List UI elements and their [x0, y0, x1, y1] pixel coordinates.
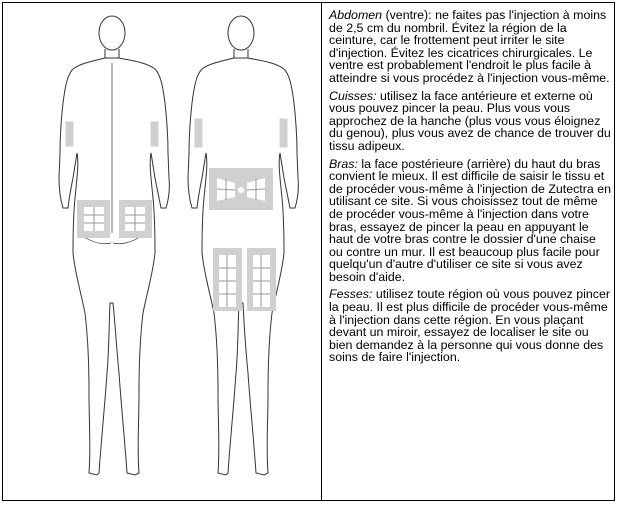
- buttock-zone-left: [77, 200, 110, 238]
- front-right-arm-zone: [279, 118, 288, 148]
- front-figure: [188, 16, 298, 475]
- abdomen-zone: [209, 168, 273, 210]
- site-name: Cuisses:: [329, 88, 377, 103]
- body-illustration: [3, 3, 321, 500]
- site-name: Abdomen: [329, 8, 383, 22]
- site-name: Fesses:: [329, 287, 373, 302]
- thighs-paragraph: [329, 90, 613, 153]
- instructions-column: [329, 9, 613, 369]
- buttock-zone-right: [119, 200, 152, 238]
- abdomen-paragraph: [329, 9, 613, 85]
- site-description: la face postérieure (arrière) du haut du bras convient le mieux. Il est difficile de saisir le tissu et de procéder vous-même à l'injection de Zutectra en utilisant ce site. Si vous choisissez tout de même de procéder vous-même à l'injection dans votre bras, essayez de pincer la peau en appuyant le haut de votre bras contre le dossier d'une chaise ou contre un mur. Il est beaucoup plus facile pour quelqu'un d'autre d'utiliser ce site si vous avez besoin d'aide.: [329, 156, 611, 284]
- right-arm-zone: [150, 121, 159, 147]
- back-figure: [59, 16, 169, 475]
- left-arm-zone: [65, 121, 74, 147]
- site-description: (ventre): ne faites pas l'injection à moins de 2,5 cm du nombril. Évitez la région de la ceinture, car le frottement peut irriter le site d'injection. Évitez les cicatrices chirurgicales. Le ventre est probablement l'endroit le plus facile à atteindre si vous procédez à l'injection vous-même.: [329, 8, 610, 85]
- thigh-zone-right: [247, 248, 276, 311]
- site-name: Bras:: [329, 156, 358, 171]
- buttocks-paragraph: [329, 288, 613, 364]
- column-divider: [321, 3, 322, 500]
- site-description: utilisez toute région où vous pouvez pincer la peau. Il est plus difficile de procéder vous-même à l'injection dans cette région. En vous plaçant devant un miroir, essayez de localiser le site ou bien demandez à la personne qui vous donne des soins de faire l'injection.: [329, 287, 611, 365]
- site-description: utilisez la face antérieure et externe où vous pouvez pincer la peau. Plus vous vous approchez de la hanche (plus vous vous éloignez du genou), plus vous avez de chance de trouver du tissu adipeux.: [329, 88, 611, 153]
- body-diagram-svg: [3, 3, 321, 502]
- thigh-zone-left: [213, 248, 242, 311]
- front-left-arm-zone: [194, 118, 203, 148]
- injection-sites-table: [2, 2, 615, 501]
- arms-paragraph: [329, 158, 613, 284]
